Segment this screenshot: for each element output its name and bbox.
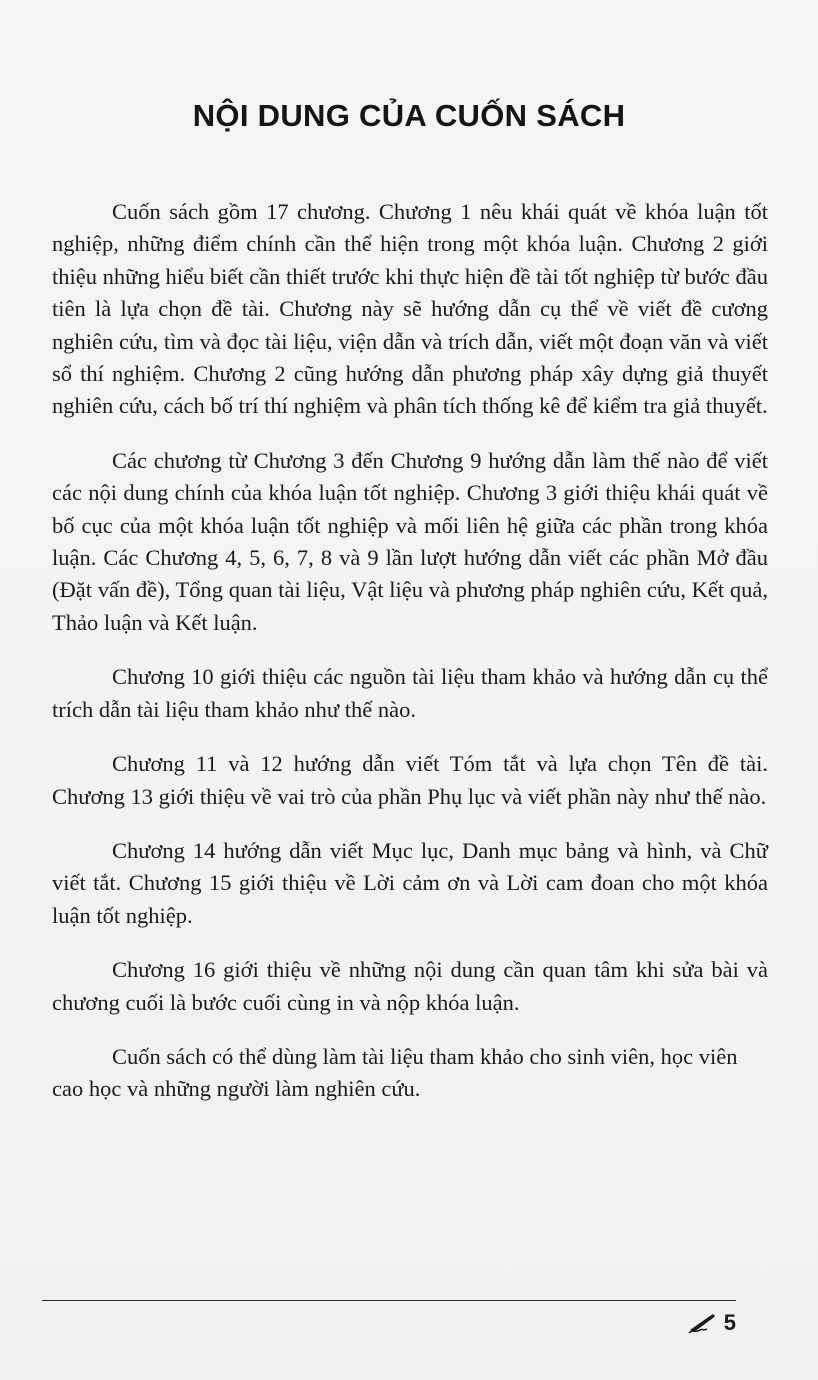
paragraph-7: Cuốn sách có thể dùng làm tài liệu tham khảo cho sinh viên, học viên cao học và những người làm nghiên cứu. [52, 1043, 738, 1102]
paragraph-6: Chương 16 giới thiệu về những nội dung cần quan tâm khi sửa bài và chương cuối là bước cuối cùng in và nộp khóa luận. [52, 957, 768, 1015]
footer-divider [42, 1300, 736, 1301]
paragraph-3: Chương 10 giới thiệu các nguồn tài liệu tham khảo và hướng dẫn cụ thể trích dẫn tài liệu tham khảo như thế nào. [52, 664, 768, 722]
body-text [52, 196, 768, 1128]
paragraph-2: Các chương từ Chương 3 đến Chương 9 hướng dẫn làm thế nào để viết các nội dung chính của khóa luận tốt nghiệp. Chương 3 giới thiệu khái quát về bố cục của một khóa luận tốt nghiệp và mối liên hệ giữa các phần trong khóa luận. Các Chương 4, 5, 6, 7, 8 và 9 lần lượt hướng dẫn viết các phần Mở đầu (Đặt vấn đề), Tổng quan tài liệu, Vật liệu và phương pháp nghiên cứu, Kết quả, Thảo luận và Kết luận. [52, 447, 768, 635]
page-title: NỘI DUNG CỦA CUỐN SÁCH [192, 98, 626, 133]
paragraph-5: Chương 14 hướng dẫn viết Mục lục, Danh mục bảng và hình, và Chữ viết tắt. Chương 15 giới thiệu về Lời cảm ơn và Lời cam đoan cho một khóa luận tốt nghiệp. [52, 837, 768, 928]
page-number: 5 [723, 1310, 736, 1335]
paragraph-4: Chương 11 và 12 hướng dẫn viết Tóm tắt và lựa chọn Tên đề tài. Chương 13 giới thiệu về vai trò của phần Phụ lục và viết phần này như thế nào. [52, 751, 768, 809]
paragraph-1: Cuốn sách gồm 17 chương. Chương 1 nêu khái quát về khóa luận tốt nghiệp, những điểm chính cần thể hiện trong một khóa luận. Chương 2 giới thiệu những hiểu biết cần thiết trước khi thực hiện đề tài tốt nghiệp từ bước đầu tiên là lựa chọn đề tài. Chương này sẽ hướng dẫn cụ thể về viết đề cương nghiên cứu, tìm và đọc tài liệu, viện dẫn và trích dẫn, viết một đoạn văn và viết sổ thí nghiệm. Chương 2 cũng hướng dẫn phương pháp xây dựng giả thuyết nghiên cứu, cách bố trí thí nghiệm và phân tích thống kê để kiểm tra giả thuyết. [52, 199, 768, 419]
page-footer [688, 1310, 736, 1336]
pen-writing-icon [688, 1312, 716, 1334]
